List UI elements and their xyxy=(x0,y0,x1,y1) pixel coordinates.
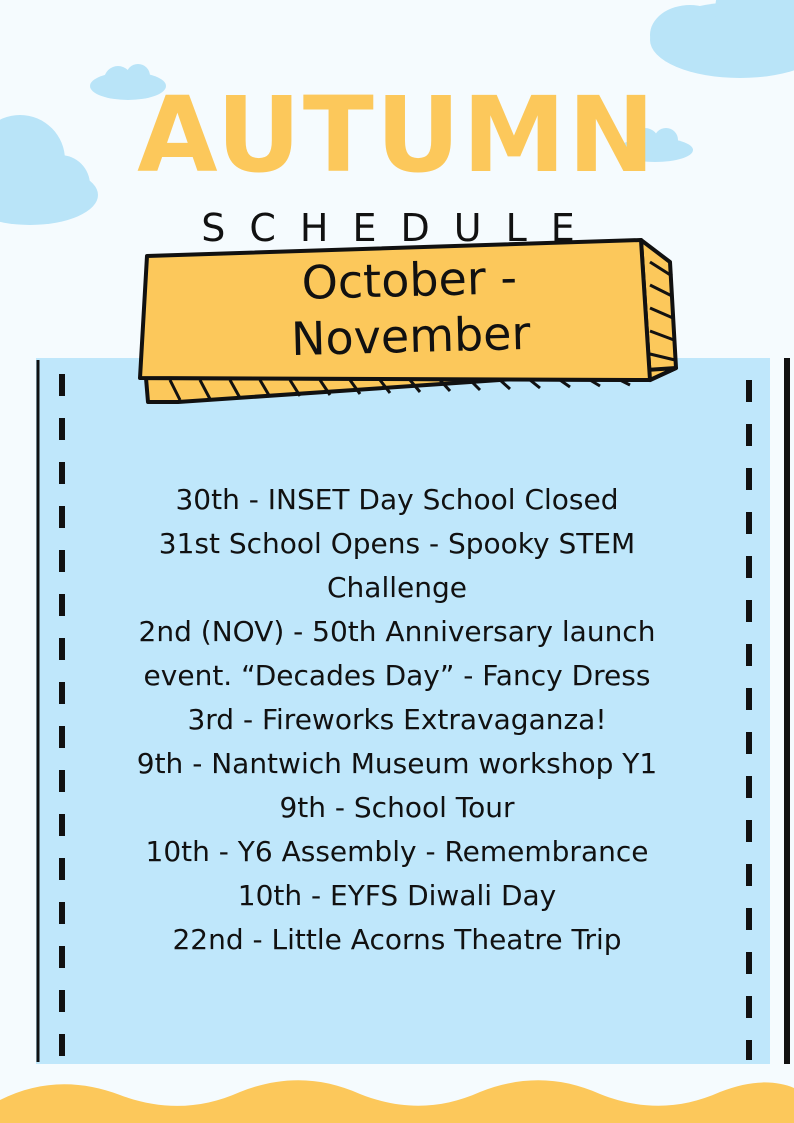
event-line: 31st School Opens - Spooky STEM xyxy=(158,527,636,560)
event-line: 10th - Y6 Assembly - Remembrance xyxy=(145,835,649,868)
event-line: 22nd - Little Acorns Theatre Trip xyxy=(172,923,622,956)
banner-line-1: October - xyxy=(300,250,518,310)
event-line: 30th - INSET Day School Closed xyxy=(175,483,619,516)
event-line: 10th - EYFS Diwali Day xyxy=(237,879,557,912)
event-line: Challenge xyxy=(327,571,467,604)
event-line: 9th - School Tour xyxy=(279,791,515,824)
event-line: 9th - Nantwich Museum workshop Y1 xyxy=(136,747,658,780)
banner-line-2: November xyxy=(290,305,532,367)
poster-title: AUTUMN xyxy=(137,74,657,196)
event-line: 2nd (NOV) - 50th Anniversary launch xyxy=(138,615,656,648)
event-line: 3rd - Fireworks Extravaganza! xyxy=(187,703,607,736)
event-line: event. “Decades Day” - Fancy Dress xyxy=(143,659,651,692)
poster-subtitle: SCHEDULE xyxy=(201,206,599,250)
